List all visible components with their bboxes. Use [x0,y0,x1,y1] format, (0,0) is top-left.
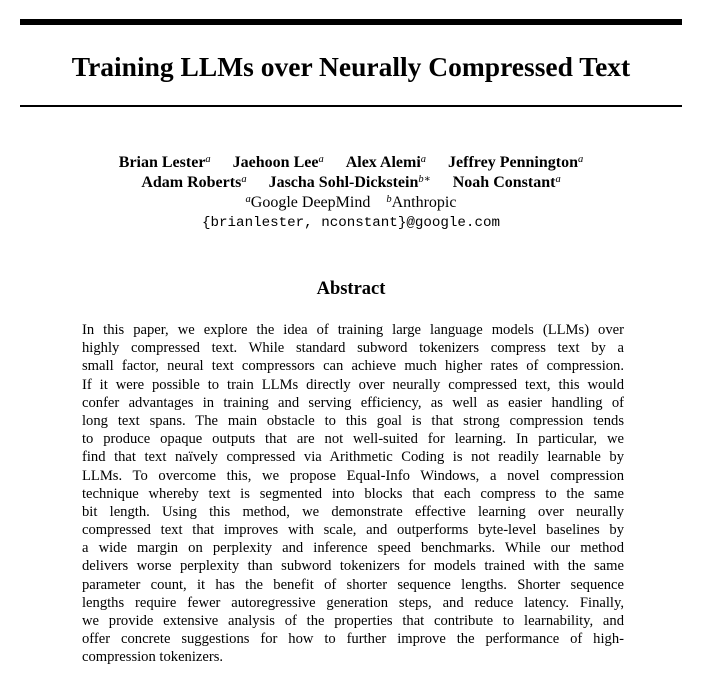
author [141,174,246,191]
abstract-line: compression tokenizers. [82,649,224,666]
affiliation-line [20,193,682,213]
abstract-line: to produce opaque outputs that are not well-suited for learning. In particular, we [82,431,624,448]
affiliation-mark: a [245,194,251,205]
author-name: Noah Constant [452,174,556,191]
affiliation-mark: b∗ [418,174,431,185]
abstract-line: delivers worse perplexity than subword tokenizers for models trained with the same [82,558,624,575]
abstract-heading: Abstract [316,279,386,299]
abstract-line: offer concrete suggestions for how to further improve the performance of high- [82,631,624,648]
author [233,154,324,171]
title-top-rule [20,19,682,25]
affiliation-mark: a [420,154,427,165]
affiliation-mark: b [386,194,392,205]
contact-email: {brianlester, nconstant}@google.com [202,215,500,231]
affiliation-mark: a [577,154,584,165]
abstract-line: long text spans. The main obstacle to this goal is that strong compression tends [82,412,624,429]
abstract-line: In this paper, we explore the idea of training large language models (LLMs) over [82,322,624,338]
abstract-line: a wide margin on perplexity and inference speed benchmarks. While our method [82,540,624,557]
affiliation-mark: a [555,174,561,185]
author-name: Jascha Sohl-Dickstein [268,174,419,191]
abstract-line: small factor, neural text compressors can achieve much higher rates of compression. [82,358,624,375]
affiliation-name: Anthropic [391,194,457,211]
author-line-2 [20,173,682,193]
abstract-line: highly compressed text. While standard subword tokenizers compress text by a [82,340,624,357]
abstract-body [82,321,624,667]
abstract-line: we provide extensive analysis of the properties that contribute to learnability, and [82,613,624,629]
affiliation-mark: a [205,154,211,165]
abstract-line: technique whereby text is segmented into blocks that each compress to the same [82,485,624,502]
author [346,154,426,171]
affiliation-mark: a [318,154,324,165]
abstract-line: compressed text that improves with scale, and outperforms byte-level baselines by [82,522,624,539]
author [448,154,583,171]
affiliation [386,194,456,211]
abstract-line: If it were possible to train LLMs directly over neurally compressed text, this would [82,376,624,393]
abstract-line: find that text naïvely compressed via Arithmetic Coding is not readily learnable by [82,449,624,466]
paper-title: Training LLMs over Neurally Compressed Text [71,51,631,82]
author-name: Alex Alemi [345,154,421,171]
author-line-1 [20,153,682,173]
author-block [20,153,682,233]
author-name: Brian Lester [118,154,206,171]
abstract-line: confer advantages in training and serving efficiency, as well as easier handling of [82,394,624,411]
author-name: Jeffrey Pennington [448,154,578,171]
author-name: Jaehoon Lee [232,154,319,171]
abstract-line: LLMs. To overcome this, we propose Equal-Info Windows, a novel compression [82,467,624,484]
title-bottom-rule [20,105,682,107]
abstract-line: lengths require fewer autoregressive generation steps, and reduce latency. Finally, [82,594,624,611]
author-name: Adam Roberts [141,174,242,191]
author [269,174,431,191]
affiliation [246,194,371,211]
author [453,174,561,191]
abstract-line: parameter count, it has the benefit of shorter sequence lengths. Shorter sequence [82,576,624,593]
affiliation-mark: a [241,174,247,185]
author [119,154,211,171]
abstract-line: bit length. Using this method, we demonstrate effective learning over neurally [82,503,624,520]
affiliation-name: Google DeepMind [250,194,371,211]
